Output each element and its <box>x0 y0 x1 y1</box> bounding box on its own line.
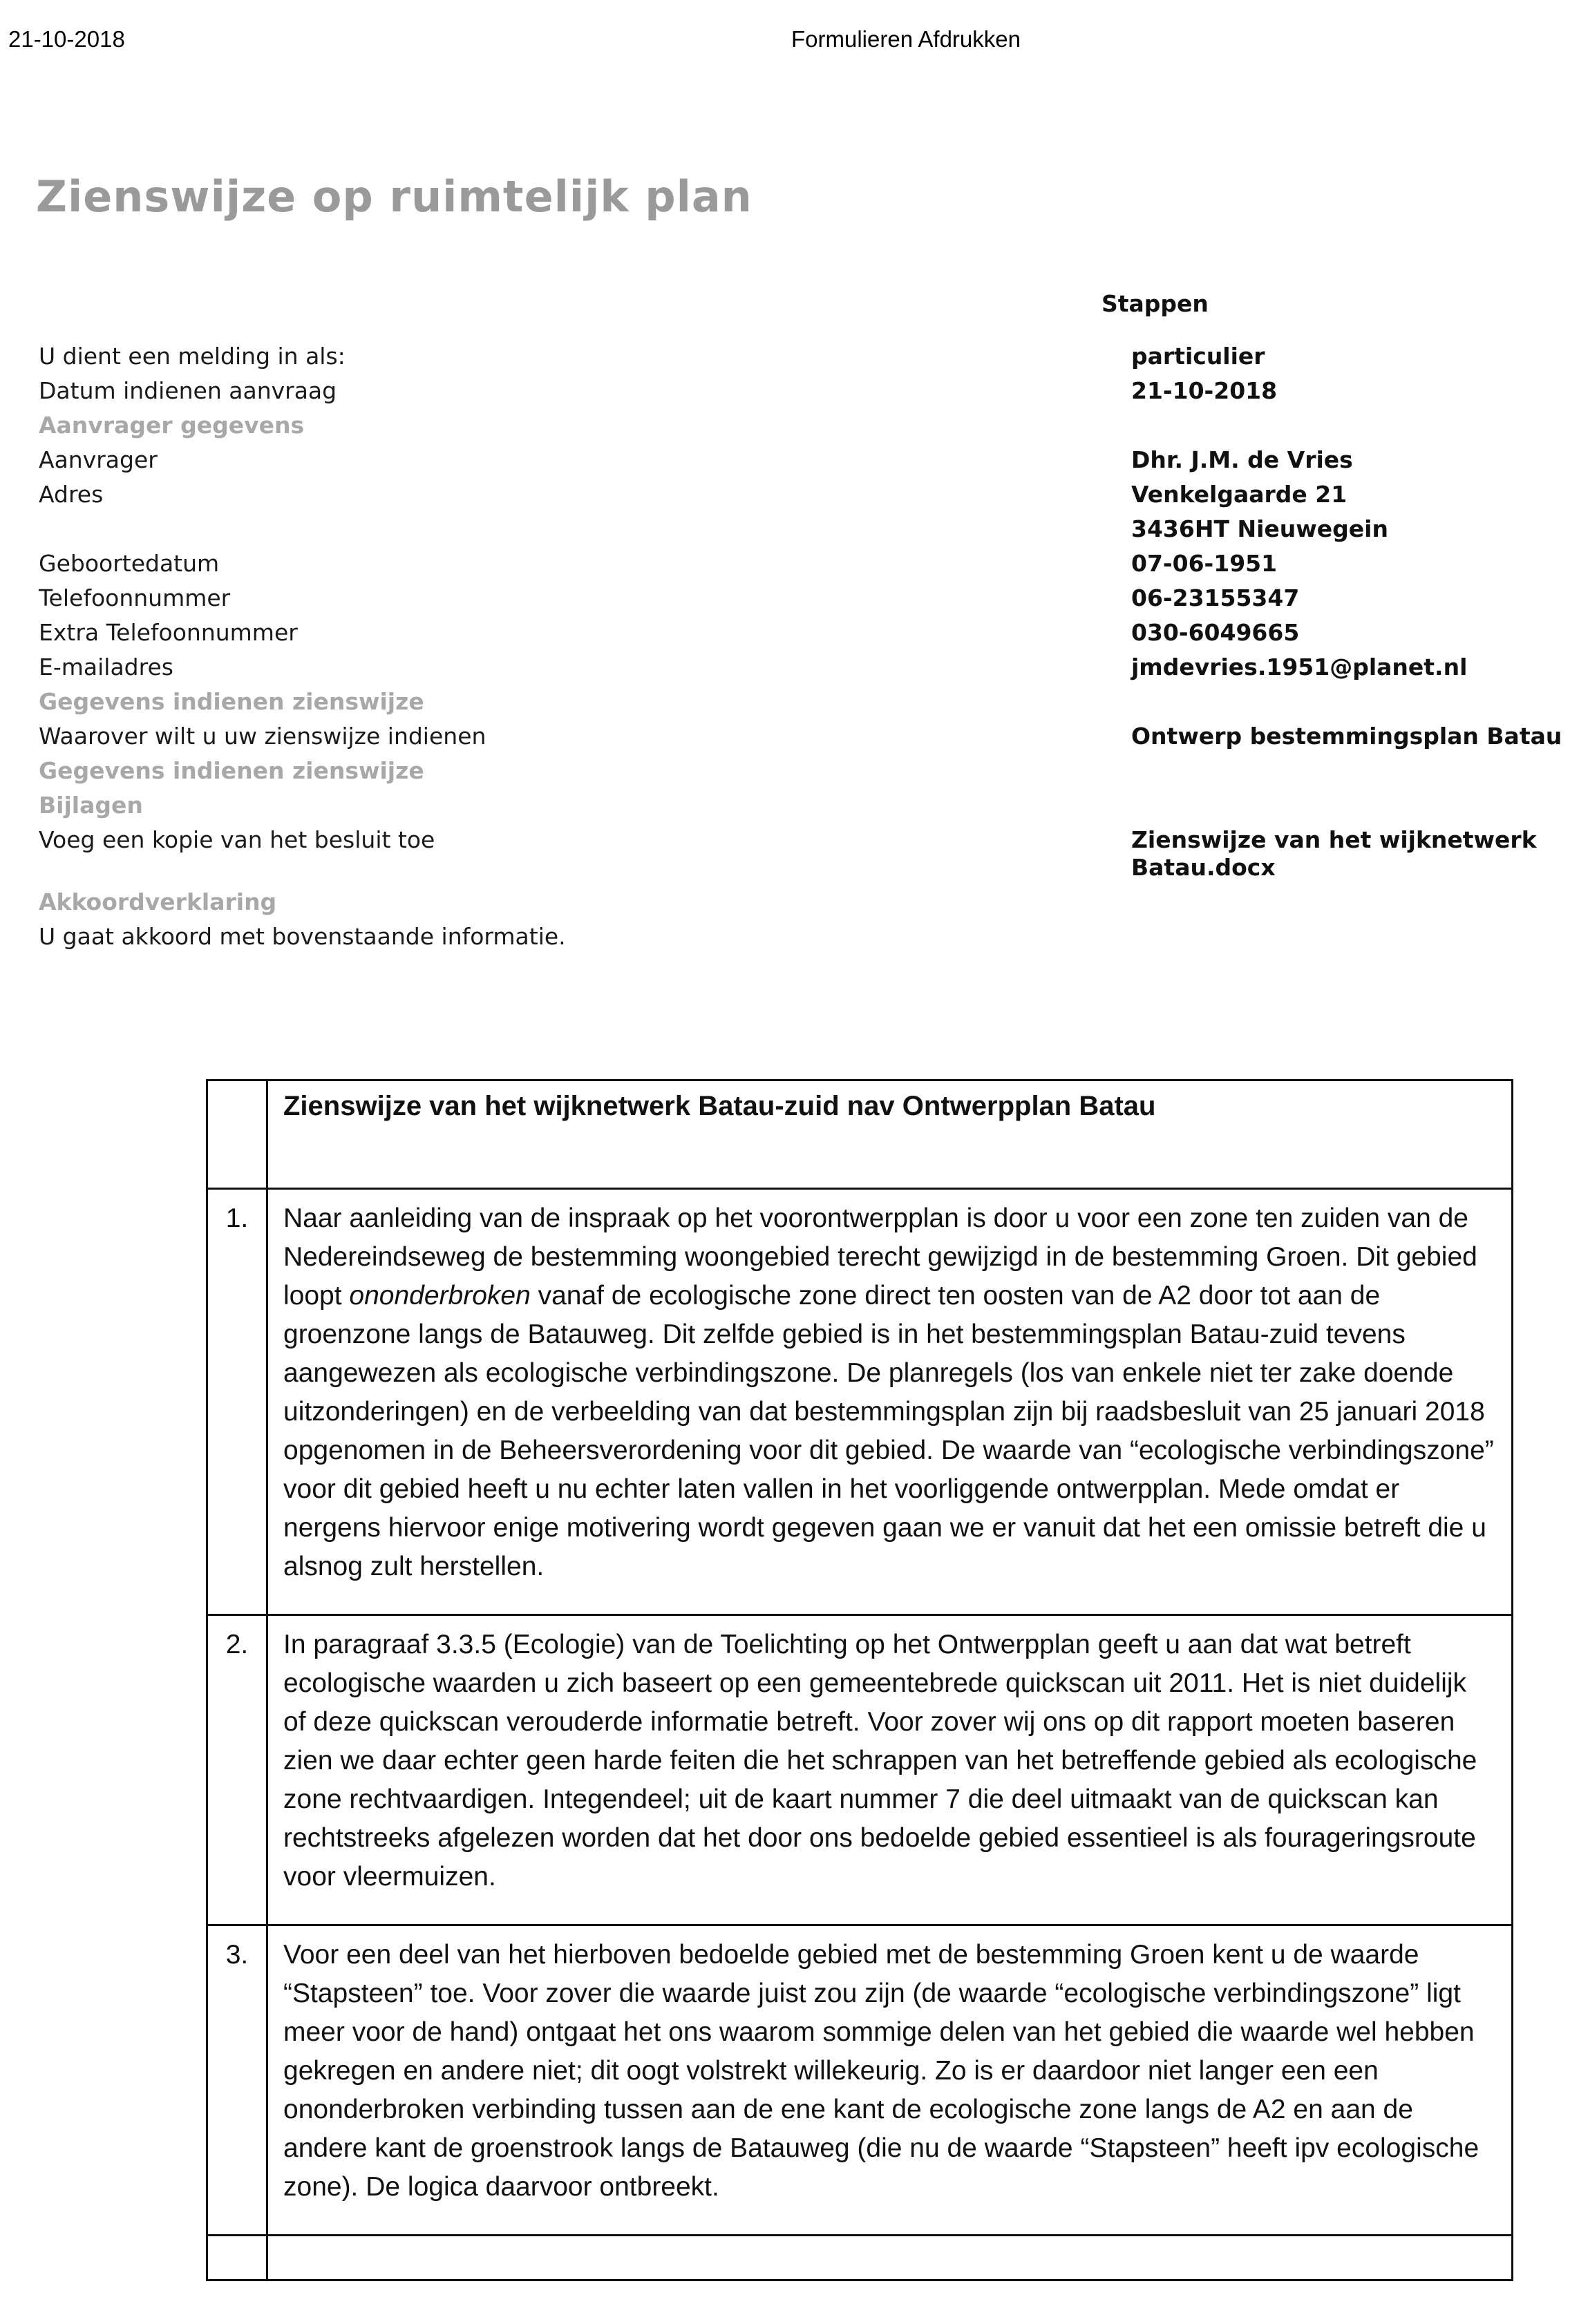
field-label-email: E-mailadres <box>39 654 173 680</box>
field-label-datum: Datum indienen aanvraag <box>39 377 337 404</box>
table-heading: Zienswijze van het wijknetwerk Batau-zuid nav Ontwerpplan Batau <box>267 1080 1513 1189</box>
item-text-part: Naar aanleiding van de inspraak op het voorontwerpplan is door u voor een zone ten zuiden van de Nedereindseweg de bestemming woongebied terecht gewijzigd in de bestemming Groen. Dit gebied loopt <box>283 1203 1477 1311</box>
field-value-melding: particulier <box>1131 343 1265 370</box>
field-label-adres: Adres <box>39 481 104 508</box>
table-row <box>207 1925 1513 2236</box>
field-value-bijlage-ext: Batau.docx <box>1131 854 1276 881</box>
field-value-geboortedatum: 07-06-1951 <box>1131 550 1278 577</box>
field-value-datum: 21-10-2018 <box>1131 377 1278 404</box>
field-value-bijlage: Zienswijze van het wijknetwerk <box>1131 826 1537 853</box>
field-value-onderwerp: Ontwerp bestemmingsplan Batau <box>1131 723 1562 750</box>
section-bijlagen: Bijlagen <box>39 792 143 819</box>
item-number: 2. <box>207 1615 267 1925</box>
item-text-emphasis: ononderbroken <box>349 1281 531 1311</box>
table-row <box>207 1189 1513 1615</box>
item-number: 3. <box>207 1925 267 2236</box>
section-gegevens-zienswijze-2: Gegevens indienen zienswijze <box>39 757 424 784</box>
table-cell-empty <box>207 1080 267 1189</box>
field-value-adres-plaats: 3436HT Nieuwegein <box>1131 515 1388 542</box>
zienswijze-table <box>206 1079 1513 2281</box>
field-label-akkoord: U gaat akkoord met bovenstaande informatie. <box>39 923 566 950</box>
field-label-telefoon: Telefoonnummer <box>39 584 231 611</box>
item-number: 1. <box>207 1189 267 1615</box>
field-label-aanvrager: Aanvrager <box>39 446 158 473</box>
field-value-aanvrager: Dhr. J.M. de Vries <box>1131 446 1353 473</box>
steps-label: Stappen <box>1101 290 1209 317</box>
field-label-onderwerp: Waarover wilt u uw zienswijze indienen <box>39 723 486 750</box>
field-value-telefoon: 06-23155347 <box>1131 584 1300 611</box>
item-text: In paragraaf 3.3.5 (Ecologie) van de Toelichting op het Ontwerpplan geeft u aan dat wat betreft ecologische waarden u zich baseert op een gemeentebrede quickscan uit 2011. Het is niet duidelijk of deze quickscan verouderde informatie betreft. Voor zover wij ons op dit rapport moeten baseren zien we daar echter geen harde feiten die het schrappen van het betreffende gebied als ecologische zone rechtvaardigen. Integendeel; uit de kaart nummer 7 die deel uitmaakt van de quickscan kan rechtstreeks afgelezen worden dat het door ons bedoelde gebied essentieel is als fourageringsroute voor vleermuizen. <box>267 1615 1513 1925</box>
table-empty-row <box>207 2236 1513 2280</box>
section-akkoordverklaring: Akkoordverklaring <box>39 888 277 915</box>
print-date: 21-10-2018 <box>8 26 125 52</box>
item-text <box>267 1189 1513 1615</box>
table-row <box>207 1615 1513 1925</box>
table-cell-empty <box>207 2236 267 2280</box>
table-cell-empty <box>267 2236 1513 2280</box>
field-value-extra-telefoon: 030-6049665 <box>1131 619 1300 646</box>
field-label-bijlage: Voeg een kopie van het besluit toe <box>39 826 435 853</box>
field-value-adres-straat: Venkelgaarde 21 <box>1131 481 1347 508</box>
field-label-extra-telefoon: Extra Telefoonnummer <box>39 619 298 646</box>
section-gegevens-zienswijze: Gegevens indienen zienswijze <box>39 688 424 715</box>
section-aanvrager: Aanvrager gegevens <box>39 412 305 439</box>
table-header-row <box>207 1080 1513 1189</box>
item-text: Voor een deel van het hierboven bedoelde gebied met de bestemming Groen kent u de waarde “Stapsteen” toe. Voor zover die waarde juist zou zijn (de waarde “ecologische verbindingszone” ligt meer voor de hand) ontgaat het ons waarom sommige delen van het gebied die waarde wel hebben gekregen en andere niet; dit oogt volstrekt willekeurig. Zo is er daardoor niet langer een een ononderbroken verbinding tussen aan de ene kant de ecologische zone langs de A2 en aan de andere kant de groenstrook langs de Batauweg (die nu de waarde “Stapsteen” heeft ipv ecologische zone). De logica daarvoor ontbreekt. <box>267 1925 1513 2236</box>
field-label-geboortedatum: Geboortedatum <box>39 550 220 577</box>
field-label-melding: U dient een melding in als: <box>39 343 346 370</box>
field-value-email: jmdevries.1951@planet.nl <box>1131 654 1468 680</box>
item-text-part: vanaf de ecologische zone direct ten oosten van de A2 door tot aan de groenzone langs de Batauweg. Dit zelfde gebied is in het bestemmingsplan Batau-zuid tevens aangewezen als ecologische verbindingszone. De planregels (los van enkele niet ter zake doende uitzonderingen) en de verbeelding van dat bestemmingsplan zijn bij raadsbesluit van 25 januari 2018 opgenomen in de Beheersverordening voor dit gebied. De waarde van “ecologische verbindingszone” voor dit gebied heeft u nu echter laten vallen in het voorliggende ontwerpplan. Mede omdat er nergens hiervoor enige motivering wordt gegeven gaan we er vanuit dat het een omissie betreft die u alsnog zult herstellen. <box>283 1281 1494 1581</box>
form-title: Zienswijze op ruimtelijk plan <box>36 171 753 222</box>
print-title: Formulieren Afdrukken <box>791 26 1021 52</box>
